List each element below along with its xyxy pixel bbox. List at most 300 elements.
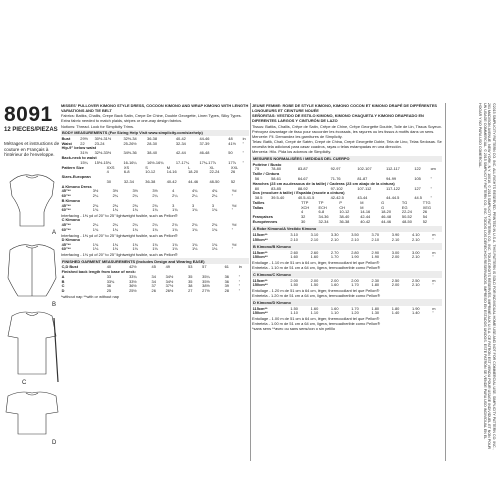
table-cell: 1.60 xyxy=(310,254,319,260)
row-label: C Kimono xyxy=(61,217,80,223)
table-cell: " xyxy=(430,195,432,201)
table-cell: 22 xyxy=(80,140,85,146)
view-b-metric-table xyxy=(252,251,442,261)
table-cell: 3½ xyxy=(132,188,138,194)
table-cell: 2¼ xyxy=(92,222,99,228)
table-cell: 2.00 xyxy=(310,277,319,283)
table-cell: 2¼ xyxy=(112,222,119,228)
table-cell: 33¾ xyxy=(106,278,115,284)
table-cell: 1¾ xyxy=(211,207,218,213)
row-label: B xyxy=(61,278,65,284)
table-cell: 1.90 xyxy=(411,305,420,311)
table-cell: 35½ xyxy=(202,278,210,284)
table-cell: 2.00 xyxy=(290,277,298,283)
table-cell: 92-97 xyxy=(330,166,341,172)
table-cell: 1¾ xyxy=(192,241,198,247)
table-cell: " xyxy=(231,246,234,252)
table-cell: 48 xyxy=(228,135,233,141)
table-cell: 38.5 xyxy=(254,195,263,201)
table-cell: " xyxy=(231,207,234,213)
table-cell: 2.60 xyxy=(310,249,319,255)
table-cell: 1.70 xyxy=(351,305,359,311)
table-cell: 29½ xyxy=(80,135,88,141)
row-label: D xyxy=(61,288,65,294)
table-cell: 1¾ xyxy=(92,207,99,213)
table-cell: 1¾ xyxy=(211,241,218,247)
view-c-metric-table xyxy=(252,279,442,289)
table-cell: 1.60 xyxy=(310,305,319,311)
table-cell: 42-44 xyxy=(360,214,371,220)
table-cell: 57 xyxy=(202,264,207,270)
table-cell: 36 xyxy=(224,278,229,284)
table-cell: 1.30 xyxy=(371,310,380,316)
sketch-label-d: D xyxy=(52,440,57,446)
view-c-entretela: Entretela - 1.20 m de 51 cm a 64 cm, ligera, termoadherible como Pellon® xyxy=(252,293,381,299)
view-b-entoilage: Entoilage - 1.10 m de 51 cm à 64 cm, léger, thermocollant tel que Pellon® xyxy=(252,260,380,266)
table-cell: 34 xyxy=(151,278,156,284)
sketch-label-b: B xyxy=(52,302,57,308)
sketch-label-a: A xyxy=(52,230,57,236)
table-cell: 1¾ xyxy=(211,226,218,232)
table-cell: 39 xyxy=(224,283,229,289)
table-cell: 36-38 xyxy=(339,218,350,224)
table-cell: 1.50 xyxy=(290,305,298,311)
view-c-metric-heading: C Kimono/C Kimono xyxy=(252,271,442,277)
view-b-entretela: Entretela - 1.10 m de 51 cm a 64 cm, ligera, termoadherible como Pellon® xyxy=(252,265,381,271)
table-cell: 105 xyxy=(414,176,421,182)
row-label: Dos (encolure à taille) / Espalda (escote a cintura) xyxy=(252,190,345,196)
sketch-b xyxy=(8,245,56,308)
table-cell: 2.10 xyxy=(330,236,339,242)
table-cell: 2.80 xyxy=(351,249,359,255)
row-label: Pattern Size xyxy=(61,164,84,170)
table-cell: 23-24 xyxy=(94,140,105,146)
table-cell: 14-16 xyxy=(166,169,177,175)
row-label: Hanches (23 cm au-dessous de la taille) / Caderas (23 cm abajo de la cintura) xyxy=(252,180,395,186)
table-cell: TP xyxy=(318,199,324,205)
table-cell: 2¾ xyxy=(132,202,138,208)
table-cell: 34½ xyxy=(165,273,174,279)
table-cell: 2¼ xyxy=(92,193,99,199)
table-cell: M xyxy=(166,164,170,170)
table-cell: 1.70 xyxy=(351,282,359,288)
table-cell: 80 xyxy=(254,185,260,191)
table-cell: 38 xyxy=(188,283,193,289)
table-cell: 17¾-17⅞ xyxy=(199,159,216,165)
table-cell: 61 xyxy=(224,264,229,270)
finished-measurements-heading: FINISHED GARMENT MEASUREMENTS (Includes Design and Wearing EASE) xyxy=(61,258,249,264)
view-d-entoilage: Entoilage - 1.00 m de 51 cm à 64 cm, léger, thermocollant tel que Pellon® xyxy=(252,316,380,322)
sketch-label-c: C xyxy=(22,380,27,386)
table-cell: M xyxy=(360,204,364,210)
table-cell: 3.70 xyxy=(371,231,380,237)
table-cell: 39.5-40 xyxy=(271,195,285,201)
row-label: 115cm** xyxy=(252,249,268,255)
row-label: Taille / Cintura xyxy=(252,171,280,177)
table-cell: 48-50 xyxy=(209,178,220,184)
table-cell: " xyxy=(432,236,434,242)
table-cell: 2.50 xyxy=(411,277,420,283)
view-d-entretela: Entretela - 1.00 m de 51 cm a 64 cm, ligera, termoadherible como Pellon® xyxy=(252,321,381,327)
table-cell: 3 xyxy=(192,202,195,208)
table-cell: 1¾ xyxy=(132,207,138,213)
table-cell: 1.20 xyxy=(351,310,359,316)
table-cell: 2¼ xyxy=(112,193,119,199)
table-cell: CH xyxy=(339,204,345,210)
table-cell: 38-40 xyxy=(147,150,157,156)
sketch-a xyxy=(10,175,56,236)
table-cell: 44.5 xyxy=(414,195,422,201)
table-cell: " xyxy=(238,288,241,294)
table-cell: 40.5-41.5 xyxy=(297,195,315,201)
table-cell: 45 xyxy=(151,264,156,270)
english-title: MISSES' PULLOVER KIMONO STYLE DRESS, COCOON KIMONO AND WRAP KIMONO WITH LENGTH VARIATIONS AND TIE BELT xyxy=(61,103,249,114)
table-cell: 54 xyxy=(422,214,428,220)
table-cell: 6-8 xyxy=(318,209,325,215)
spanish-telas: Telas: Batik, Chalí, Crepé de Satén, Crepé de China, Crepé Georgette Doble, Tela de Lino, Telas Sedosas. Se necesita tela adicional para casar cuadros, rayas o telas estampadas en una dirección. xyxy=(252,139,442,150)
table-cell: 2¾ xyxy=(92,202,99,208)
table-cell: 1⅛ xyxy=(152,246,158,252)
table-cell: 18-20 xyxy=(381,209,392,215)
table-cell: 1.90 xyxy=(351,254,359,260)
view-d-metric-table xyxy=(252,307,442,317)
table-cell: 38½ xyxy=(202,283,210,289)
table-cell: 44-46 xyxy=(199,135,210,141)
table-cell: 1.60 xyxy=(330,282,339,288)
english-fabrics: Fabrics: Batiks, Challis, Crepe Back Satin, Crepe De Chine, Double Georgette, Linen Types, Silky Types. Extra fabric needed to match plaids, stripes or one-way design fabrics. xyxy=(61,113,242,124)
row-label: D Kimono xyxy=(61,236,80,242)
table-cell: 32-34 xyxy=(175,140,186,146)
table-cell: 4 xyxy=(172,188,175,194)
table-cell: 22-24 xyxy=(401,209,412,215)
view-a-metric-heading: A Robe Kimono/A Vestido Kimono xyxy=(252,226,442,232)
table-cell: 4¾ xyxy=(211,188,218,194)
row-label: C xyxy=(61,283,65,289)
table-cell: 2¼ xyxy=(211,193,218,199)
table-cell: in xyxy=(242,135,246,141)
table-cell: 34½-36 xyxy=(123,150,137,156)
interfacing-b: Interfacing - 1⅜ yd of 20" to 25" lightweight fusible, such as Pellon® xyxy=(61,213,178,219)
table-cell: 50-52 xyxy=(401,214,412,220)
table-cell: 2.60 xyxy=(290,249,298,255)
table-cell: " xyxy=(430,185,432,191)
table-cell: 102-107 xyxy=(357,166,372,172)
table-cell: " xyxy=(432,254,434,260)
view-a-metric-table xyxy=(252,233,442,243)
table-cell: Yd xyxy=(231,188,237,194)
table-cell: 2.10 xyxy=(411,236,420,242)
table-cell: 3½ xyxy=(152,188,158,194)
table-cell: " xyxy=(242,150,245,156)
table-cell: " xyxy=(238,283,241,289)
table-cell: 1.80 xyxy=(371,305,380,311)
table-cell: 1¾ xyxy=(172,207,178,213)
row-label: 45"** xyxy=(61,241,71,247)
table-cell: 48-50 xyxy=(401,218,412,224)
table-cell: 34-36 xyxy=(318,214,329,220)
table-cell: m xyxy=(432,249,436,255)
table-cell: 112-117 xyxy=(386,166,400,172)
table-cell: 94-99 xyxy=(386,176,397,182)
yardage-ab-table xyxy=(61,185,249,214)
table-cell: 26 xyxy=(151,288,156,294)
table-cell: 14-16 xyxy=(360,209,371,215)
table-cell: 1¾ xyxy=(112,241,119,247)
table-cell: 50 xyxy=(228,150,233,156)
row-label: 115cm** xyxy=(252,277,268,283)
table-cell: 2.10 xyxy=(391,236,400,242)
table-cell: 32-34 xyxy=(123,178,134,184)
table-cell: 58-61 xyxy=(271,176,282,182)
table-cell: 1.10 xyxy=(310,310,319,316)
table-cell: 41½ xyxy=(228,140,236,146)
row-label: 45"** xyxy=(61,222,71,228)
table-cell: TTG xyxy=(422,199,431,205)
table-cell: " xyxy=(242,140,245,146)
table-cell: 34½ xyxy=(165,278,174,284)
metric-size-table xyxy=(252,201,442,225)
table-cell: 4 xyxy=(300,209,304,215)
table-cell: 36-38 xyxy=(147,135,157,141)
table-cell: 2¾ xyxy=(112,202,119,208)
table-cell: 30 xyxy=(106,178,111,184)
legal-notice-text: ©2015 SIMPLICITY PATTERN CO. INC. ALL RIGHTS RESERVED. PRINTED IN U.S.A. THIS PATTERN IS SOLD FOR INDIVIDUAL HOME USE AND NOT FOR COMMERCIAL USE. SIMPLICITY PATTERN CO. INC., 261 MADISON AVENUE, NEW YORK, N.Y. 10016. © 2015 SIMPLICITY PATTERN CO., INC. TOUS DROITS RÉSERVÉS. IMPRIMÉ AUX U.S.A. CE PATRON EST VENDU POUR USAGE INDIVIDUEL ET NON POUR UN USAGE COMMERCIAL. © 2015 SIMPLICITY PATTERN CO., INC. TODOS LOS DERECHOS RESERVADOS. IMPRESO EN ESTADOS UNIDOS. ESTE PATRÓN SE VENDE PARA USO INDIVIDUAL EN EL HOGAR Y NO PARA USO COMERCIAL. xyxy=(477,103,496,450)
table-cell: 3½ xyxy=(92,188,99,194)
table-cell: 2¼ xyxy=(132,193,138,199)
table-cell: 1.40 xyxy=(411,310,420,316)
table-cell: 32½-33½ xyxy=(94,150,112,156)
table-cell: 36 xyxy=(106,283,112,289)
table-cell: Yd xyxy=(231,222,237,228)
table-cell: 2.00 xyxy=(391,282,400,288)
table-cell: 1.40 xyxy=(391,310,400,316)
table-cell: 36-38 xyxy=(145,178,156,184)
table-cell: 26 xyxy=(230,169,236,175)
table-cell: 3.10 xyxy=(310,231,319,237)
table-cell: Yd xyxy=(231,202,237,208)
legal-notice-block xyxy=(448,103,496,453)
table-cell: 40-42 xyxy=(166,178,177,184)
table-cell: 16½-16¾ xyxy=(147,159,164,165)
table-cell: 3 xyxy=(172,202,175,208)
table-cell: 15½-15¾ xyxy=(94,159,112,165)
row-label: 115cm** xyxy=(252,305,268,311)
english-footnote: *without nap **with or without nap xyxy=(61,294,119,299)
view-d-metric-heading: D Kimono/D Kimono xyxy=(252,299,442,305)
table-cell: 107-112 xyxy=(357,185,372,191)
table-cell: 1⅛ xyxy=(92,246,99,252)
french-tissus: Tissus: Batiks, Challis, Crêpe de Satin, Crêpe de Chine, Crêpe Georgette Double, Toile de Lin, Tissus Soyeux. Prévoyez davantage de tissu pour raccorder les écossais, les rayures ou les tissus à motifs dans un sens. xyxy=(252,123,442,134)
table-cell: 26 xyxy=(422,209,428,215)
row-label: Finished back length from base of neck: xyxy=(61,269,136,275)
table-cell: 15¼ xyxy=(80,159,88,165)
table-cell: 2.00 xyxy=(391,254,400,260)
table-cell: 1.60 xyxy=(330,305,339,311)
table-cell: 97-102 xyxy=(330,185,343,191)
row-label: Back-neck to waist xyxy=(61,155,97,160)
table-cell: 1¾ xyxy=(152,226,158,232)
table-cell: 1⅛ xyxy=(192,246,198,252)
table-cell: 35¼ xyxy=(202,273,210,279)
table-cell: " xyxy=(430,176,432,182)
table-cell: 1.50 xyxy=(310,282,319,288)
table-cell xyxy=(440,220,442,225)
table-cell: 27 xyxy=(188,288,193,294)
table-cell: 2¾ xyxy=(192,222,198,228)
table-cell: 1.50 xyxy=(290,282,298,288)
table-cell: 52 xyxy=(422,218,428,224)
table-cell: 34 xyxy=(151,273,156,279)
table-cell: 2.30 xyxy=(371,277,380,283)
table-cell: 31½ xyxy=(80,150,88,156)
row-label: 150cm** xyxy=(252,254,268,260)
table-cell: 2.10 xyxy=(290,236,298,242)
metric-measurements-table xyxy=(252,163,442,201)
table-cell: 1¾ xyxy=(192,226,198,232)
row-label: Tailles xyxy=(252,199,265,205)
row-label: Tallas xyxy=(252,204,264,210)
table-cell: 1⅛ xyxy=(112,246,119,252)
table-cell: 42-44 xyxy=(175,150,186,156)
row-label: B Kimono xyxy=(61,197,80,203)
table-cell: 3.50 xyxy=(351,231,359,237)
table-cell: 18-20 xyxy=(188,169,199,175)
table-cell: m xyxy=(432,305,436,311)
table-cell: 1.70 xyxy=(330,254,339,260)
row-label: Poitrine / Busto xyxy=(252,161,282,167)
table-cell: TG xyxy=(401,199,408,205)
table-cell: 71-76 xyxy=(330,176,341,182)
table-cell: 25½ xyxy=(129,288,137,294)
yardage-d-table xyxy=(61,238,249,252)
table-cell: 2.10 xyxy=(411,254,420,260)
table-cell: 2¼ xyxy=(152,193,158,199)
table-cell: 28 xyxy=(224,288,229,294)
table-cell: 1.10 xyxy=(290,310,298,316)
table-cell: 2.90 xyxy=(371,249,380,255)
table-cell: 49 xyxy=(165,264,170,270)
table-cell: 56 xyxy=(254,176,260,182)
table-cell: 30 xyxy=(300,218,306,224)
view-c-entoilage: Entoilage - 1.20 m de 51 cm à 64 cm, léger, thermocollant tel que Pellon® xyxy=(252,288,380,294)
table-cell: 1¾ xyxy=(132,226,138,232)
table-cell: 46-48 xyxy=(199,150,210,156)
table-cell: 2.10 xyxy=(371,236,380,242)
table-cell: Yd xyxy=(231,241,237,247)
table-cell: " xyxy=(231,193,234,199)
table-cell: 37 xyxy=(151,283,156,289)
table-cell: 1¾ xyxy=(172,226,178,232)
table-cell: 1¾ xyxy=(92,226,99,232)
table-cell: 2.10 xyxy=(310,236,319,242)
table-cell: 4.10 xyxy=(411,231,420,237)
table-cell: 64-67 xyxy=(297,176,308,182)
french-instructions-note: Métrages et instructions de couture en Français à l'intérieur de l'enveloppe. xyxy=(4,141,60,158)
sketch-d xyxy=(6,392,58,446)
table-cell: in xyxy=(238,264,242,270)
row-label: Waist xyxy=(61,140,72,146)
row-label: 45"** xyxy=(61,202,71,208)
french-mercerie: Mercerie: Fil. Demandez les garnitures de Simplicity. xyxy=(252,133,343,139)
table-cell: 25 xyxy=(106,288,112,294)
table-cell: cm xyxy=(430,166,436,172)
row-label: 150cm** xyxy=(252,282,268,288)
table-cell: 1¾ xyxy=(112,226,119,232)
body-measurements-table xyxy=(61,137,249,166)
table-cell: 35 xyxy=(188,273,193,279)
table-cell: 40 xyxy=(106,264,112,270)
table-cell: 2¼ xyxy=(172,193,178,199)
table-cell: 122 xyxy=(414,166,421,172)
table-cell: 2¼ xyxy=(192,193,198,199)
table-cell: 26½ xyxy=(165,288,174,294)
table-cell: 42-42.5 xyxy=(330,195,344,201)
table-cell: 40-42 xyxy=(360,218,371,224)
table-cell: 1¾ xyxy=(132,241,138,247)
table-cell: 10-12 xyxy=(339,209,350,215)
row-label: Sizes-European xyxy=(61,174,91,180)
table-cell: EG xyxy=(401,204,408,210)
table-cell: 52 xyxy=(230,178,236,184)
table-cell: " xyxy=(238,278,241,284)
table-cell: 2¾ xyxy=(211,222,218,228)
table-cell: " xyxy=(238,273,241,279)
table-cell: G xyxy=(381,204,385,210)
table-cell: " xyxy=(242,159,245,165)
table-cell: XXS xyxy=(106,164,115,170)
table-cell: 3.00 xyxy=(391,249,400,255)
table-cell: 1¾ xyxy=(192,207,198,213)
table-cell: 1.80 xyxy=(391,305,400,311)
table-cell: XCH xyxy=(300,204,310,210)
column-divider xyxy=(250,103,251,461)
table-cell: 44-44.5 xyxy=(386,195,400,201)
row-label: 115cm** xyxy=(252,231,268,237)
table-cell: XL xyxy=(209,164,215,170)
table-cell: 1.90 xyxy=(371,254,380,260)
table-cell: 53 xyxy=(188,264,193,270)
table-cell: 30½-31½ xyxy=(94,135,112,141)
row-label: 45"** xyxy=(61,188,71,194)
table-cell: 1⅛ xyxy=(211,246,218,252)
pieces-count: 12 PIECES/PIEZAS xyxy=(4,127,58,133)
table-cell: G xyxy=(381,199,385,205)
table-cell: m xyxy=(432,231,436,237)
table-cell: 2.70 xyxy=(330,249,339,255)
french-footnote: *sans sens **avec ou sans sens/con o sin pelillo xyxy=(252,326,336,332)
table-cell: 37½ xyxy=(165,283,174,289)
table-cell: " xyxy=(432,282,434,288)
table-cell: 33¾ xyxy=(129,273,137,279)
table-cell: 1¾ xyxy=(152,241,158,247)
table-cell: 36 xyxy=(224,273,229,279)
table-cell: 32-34 xyxy=(318,218,329,224)
table-cell: 2¼ xyxy=(132,222,138,228)
table-cell: 2.00 xyxy=(330,277,339,283)
interfacing-d: Interfacing - 1⅛ yd of 20" to 25" lightweight fusible, such as Pellon® xyxy=(61,252,178,258)
table-cell: 27½ xyxy=(202,288,210,294)
table-cell: 88-92 xyxy=(297,185,308,191)
table-cell: 37-39 xyxy=(199,140,210,146)
table-cell: ECH xyxy=(318,204,327,210)
french-spanish-info-column xyxy=(252,103,442,461)
table-cell: 3.10 xyxy=(290,231,298,237)
table-cell: 2.10 xyxy=(411,282,420,288)
table-cell: 33 xyxy=(106,273,112,279)
interfacing-c: Interfacing - 1⅜ yd of 20" to 25" lightweight fusible, such as Pellon® xyxy=(61,232,178,238)
table-cell: 75 xyxy=(254,166,260,172)
table-cell: L xyxy=(188,164,191,170)
